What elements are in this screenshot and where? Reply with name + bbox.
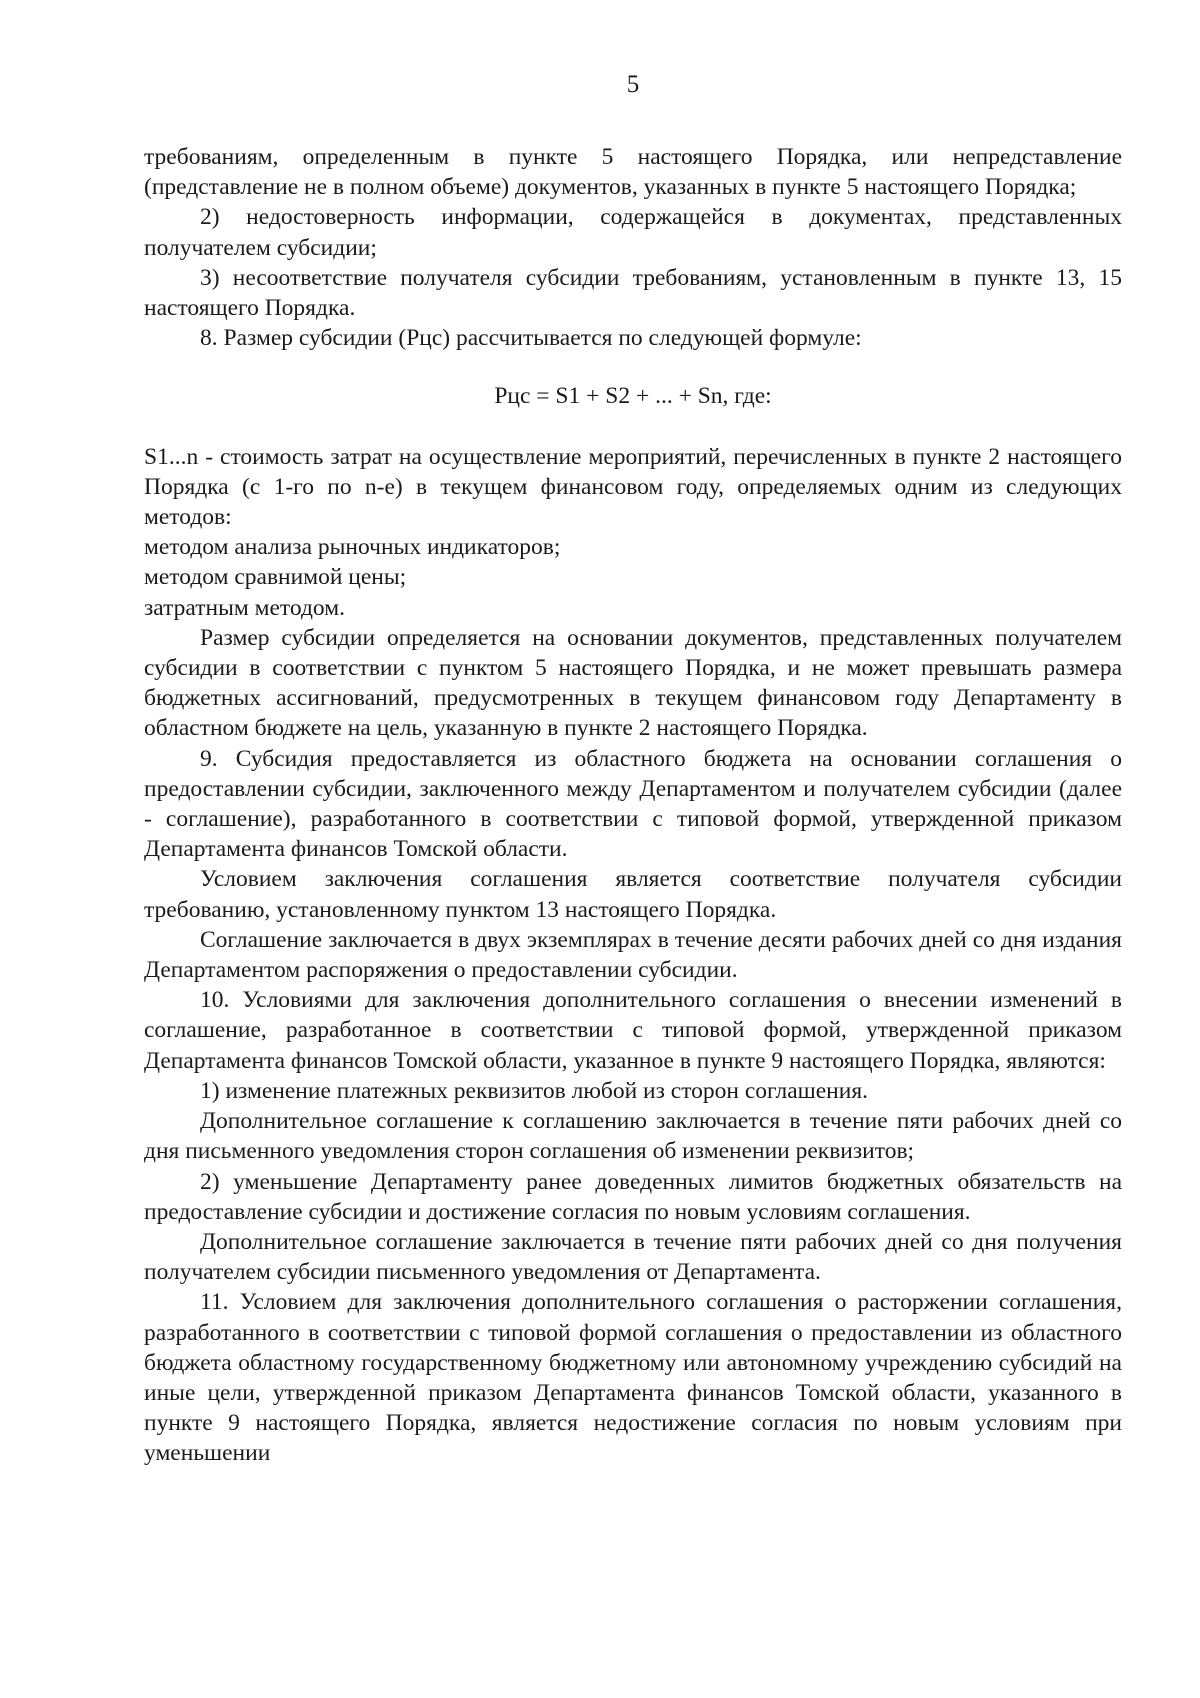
paragraph-formula-definition: S1...n - стоимость затрат на осуществление мероприятий, перечисленных в пункте 2 настоящего Порядка (с 1-го по n-е) в текущем финансовом году, определяемых одним из следующих методов: — [144, 443, 1122, 531]
paragraph-supplementary-agreement-2: Дополнительное соглашение заключается в течение пяти рабочих дней со дня получения получателем субсидии письменного уведомления от Департамента. — [144, 1228, 1122, 1286]
paragraph-item-3: 3) несоответствие получателя субсидии требованиям, установленным в пункте 13, 15 настоящего Порядка. — [144, 264, 1122, 322]
paragraph-agreement-copies: Соглашение заключается в двух экземплярах в течение десяти рабочих дней со дня издания Департаментом распоряжения о предоставлении субсидии. — [144, 926, 1122, 984]
paragraph-section-10: 10. Условиями для заключения дополнительного соглашения о внесении изменений в соглашение, разработанное в соответствии с типовой формой, утвержденной приказом Департамента финансов Томской области, указанное в пункте 9 настоящего Порядка, являются: — [144, 987, 1122, 1074]
paragraph-supplementary-agreement-1: Дополнительное соглашение к соглашению заключается в течение пяти рабочих дней со дня письменного уведомления сторон соглашения об изменении реквизитов; — [144, 1108, 1122, 1165]
page-number: 5 — [626, 71, 640, 98]
paragraph-section-10-item-1: 1) изменение платежных реквизитов любой из сторон соглашения. — [200, 1077, 869, 1104]
paragraph-subsidy-size: Размер субсидии определяется на основании документов, представленных получателем субсидии в соответствии с пунктом 5 настоящего Порядка, и не может превышать размера бюджетных ассигнований, предусмотренных в текущем финансовом году Департаменту в областном бюджете на цель, указанную в пункте 2 настоящего Порядка. — [144, 624, 1122, 742]
paragraph-continuation: требованиям, определенным в пункте 5 настоящего Порядка, или непредставление (представление не в полном объеме) документов, указанных в пункте 5 настоящего Порядка; — [144, 144, 1122, 201]
paragraph-section-10-item-2: 2) уменьшение Департаменту ранее доведенных лимитов бюджетных обязательств на предоставление субсидии и достижение согласия по новым условиям соглашения. — [144, 1168, 1122, 1225]
paragraph-method-market: методом анализа рыночных индикаторов; — [144, 534, 561, 561]
paragraph-item-2: 2) недостоверность информации, содержащейся в документах, представленных получателем субсидии; — [144, 204, 1122, 261]
paragraph-section-11: 11. Условием для заключения дополнительного соглашения о расторжении соглашения, разработанного в соответствии с типовой формой соглашения о предоставлении из областного бюджета областному государственному бюджетному или автономному учреждению субсидий на иные цели, утвержденной приказом Департамента финансов Томской области, указанного в пункте 9 настоящего Порядка, является недостижение согласия по новым условиям при уменьшении — [144, 1289, 1122, 1467]
paragraph-section-8: 8. Размер субсидии (Рцс) рассчитывается по следующей формуле: — [200, 325, 862, 352]
paragraph-section-9: 9. Субсидия предоставляется из областного бюджета на основании соглашения о предоставлении субсидии, заключенного между Департаментом и получателем субсидии (далее - соглашение), разработанного в соответствии с типовой формой, утвержденной приказом Департамента финансов Томской области. — [144, 745, 1122, 863]
paragraph-agreement-condition: Условием заключения соглашения является соответствие получателя субсидии требованию, установленному пунктом 13 настоящего Порядка. — [144, 866, 1122, 923]
paragraph-method-comparable: методом сравнимой цены; — [144, 564, 407, 591]
paragraph-method-cost: затратным методом. — [144, 594, 345, 621]
subsidy-formula: Рцс = S1 + S2 + ... + Sn, где: — [494, 383, 772, 410]
document-page — [144, 70, 1122, 1469]
